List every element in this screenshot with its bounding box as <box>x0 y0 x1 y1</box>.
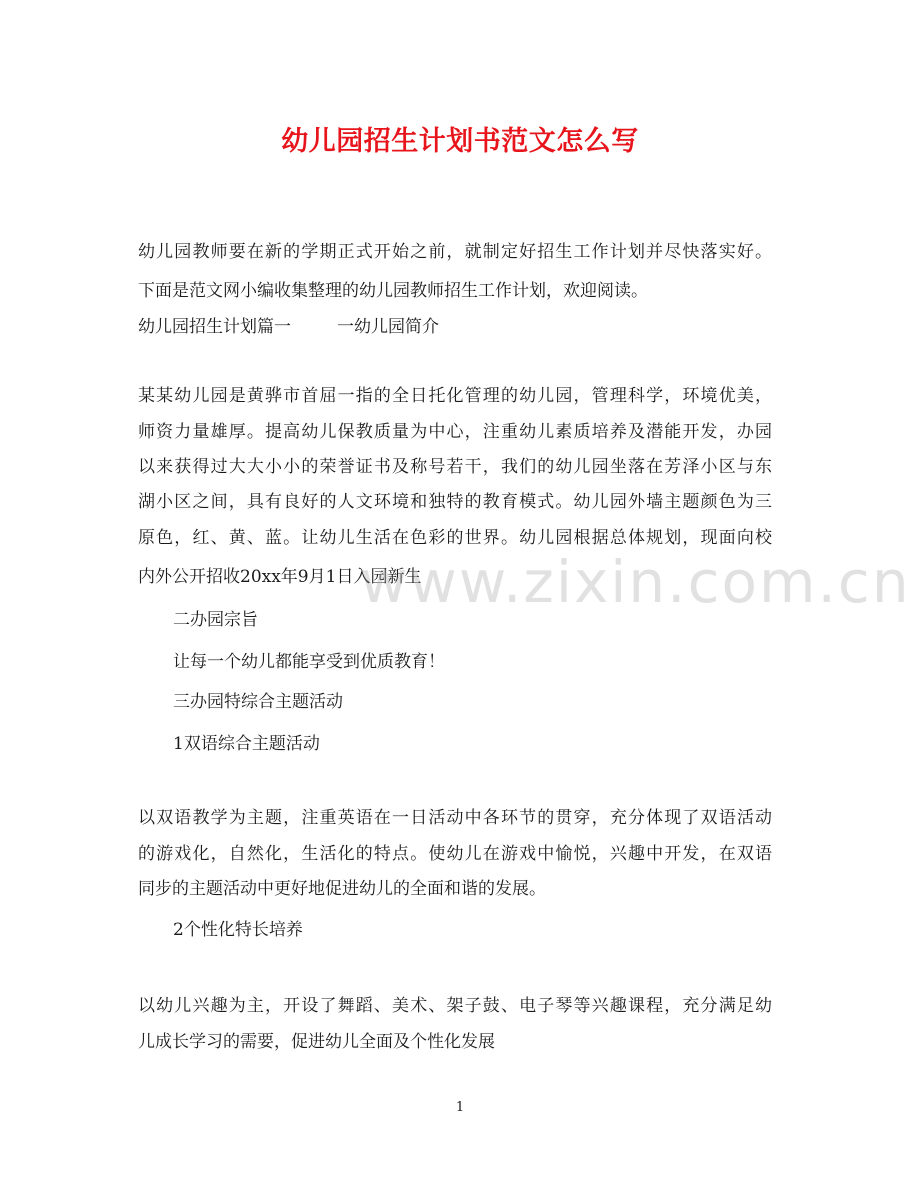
page-number: 1 <box>455 1100 465 1115</box>
bilingual-paragraph-line-3: 同步的主题活动中更好地促进幼儿的全面和谐的发展。 <box>138 879 546 899</box>
heading-activities: 三办园特综合主题活动 <box>173 692 343 712</box>
intro-paragraph-line-2: 师资力量雄厚。提高幼儿保教质量为中心，注重幼儿素质培养及潜能开发，办园 <box>138 422 772 442</box>
subheading-talent: 2个性化特长培养 <box>173 920 303 940</box>
document-title: 幼儿园招生计划书范文怎么写 <box>281 126 639 157</box>
talent-paragraph-line-2: 儿成长学习的需要，促进幼儿全面及个性化发展 <box>138 1032 495 1052</box>
intro-paragraph-line-6: 内外公开招收20xx年9月1日入园新生 <box>138 567 422 587</box>
subheading-bilingual: 1双语综合主题活动 <box>173 734 320 754</box>
intro-line-1: 幼儿园教师要在新的学期正式开始之前，就制定好招生工作计划并尽快落实好。 <box>138 242 772 262</box>
bilingual-paragraph-line-2: 的游戏化，自然化，生活化的特点。使幼儿在游戏中愉悦，兴趣中开发，在双语 <box>138 844 772 864</box>
heading-mission: 二办园宗旨 <box>173 610 258 630</box>
talent-paragraph-line-1: 以幼儿兴趣为主，开设了舞蹈、美术、架子鼓、电子琴等兴趣课程，充分满足幼 <box>138 996 772 1016</box>
intro-paragraph-line-1: 某某幼儿园是黄骅市首屈一指的全日托化管理的幼儿园，管理科学，环境优美， <box>138 386 772 406</box>
bilingual-paragraph-line-1: 以双语教学为主题，注重英语在一日活动中各环节的贯穿，充分体现了双语活动 <box>138 808 772 828</box>
section-heading-part2: 一幼儿园简介 <box>337 317 439 337</box>
section-heading <box>138 315 439 339</box>
intro-paragraph-line-5: 原色，红、黄、蓝。让幼儿生活在色彩的世界。幼儿园根据总体规划，现面向校 <box>138 528 772 548</box>
section-heading-part1: 幼儿园招生计划篇一 <box>138 317 291 337</box>
intro-paragraph-line-3: 以来获得过大大小小的荣誉证书及称号若干，我们的幼儿园坐落在芳泽小区与东 <box>138 457 772 477</box>
intro-paragraph-line-4: 湖小区之间，具有良好的人文环境和独特的教育模式。幼儿园外墙主题颜色为三 <box>138 492 772 512</box>
mission-statement: 让每一个幼儿都能享受到优质教育！ <box>173 652 445 672</box>
watermark: www.zixin.com.cn <box>360 548 911 616</box>
intro-line-2: 下面是范文网小编收集整理的幼儿园教师招生工作计划，欢迎阅读。 <box>138 281 648 301</box>
